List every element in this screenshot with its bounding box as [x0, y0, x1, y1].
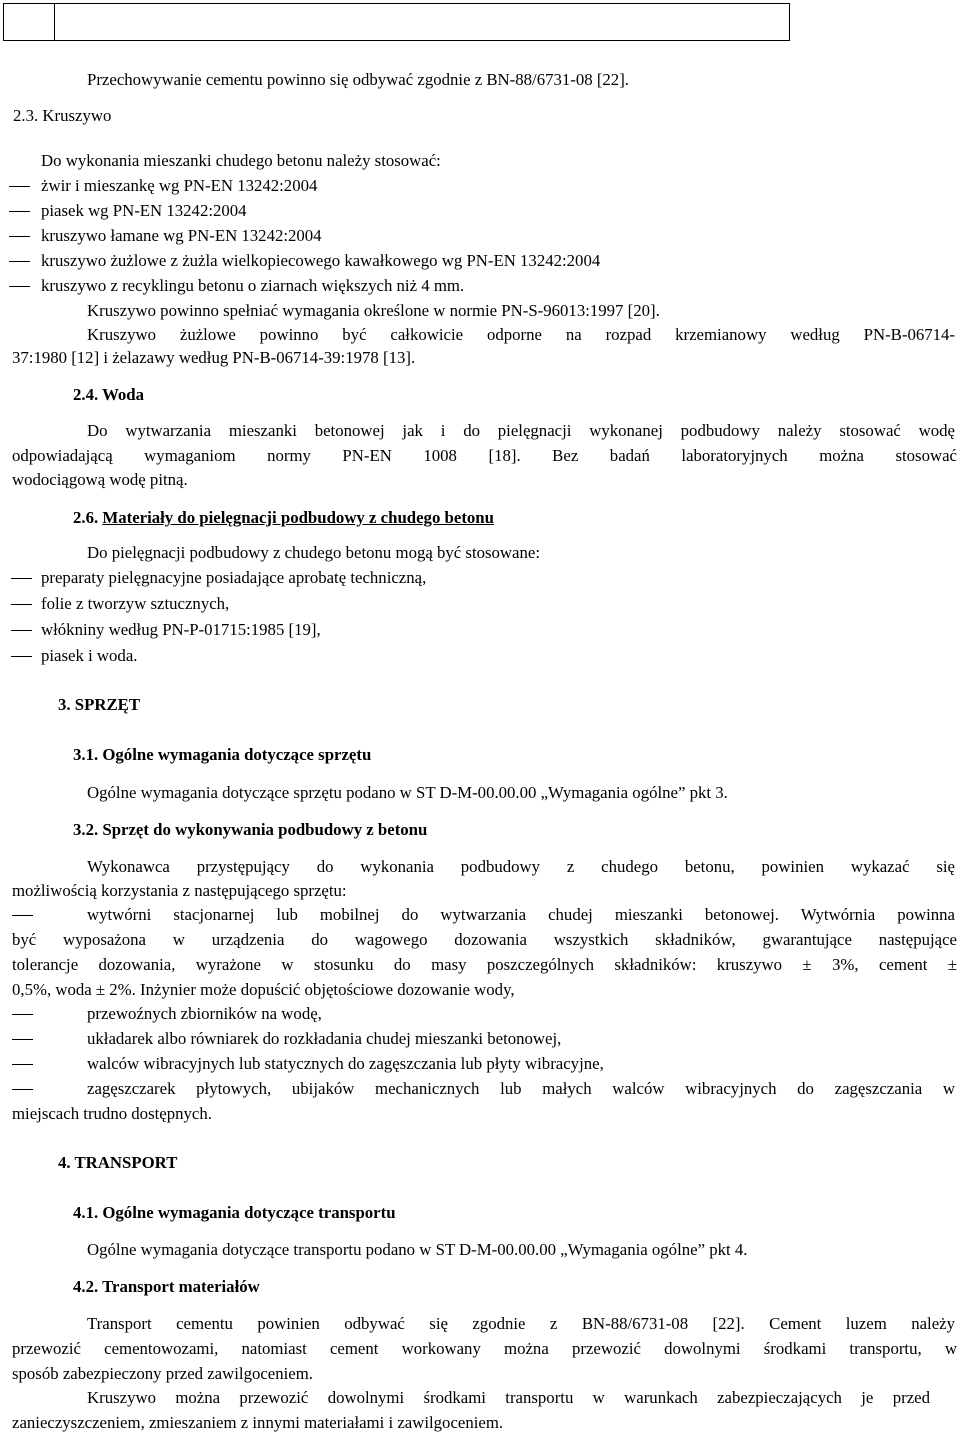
curing-list-item: preparaty pielęgnacyjne posiadające aprobatę techniczną, — [41, 568, 427, 587]
aggregate-list-item: kruszywo łamane wg PN-EN 13242:2004 — [41, 226, 322, 245]
equipment-list-item: przewoźnych zbiorników na wodę, — [87, 1004, 322, 1023]
dash-bullet — [12, 1064, 33, 1065]
slag-paragraph-line: 37:1980 [12] i żelazawy według PN-B-06714-39:1978 [13]. — [12, 348, 416, 367]
section-number: 2.6. — [73, 508, 99, 527]
dash-bullet — [9, 236, 30, 237]
dash-bullet — [11, 604, 32, 605]
section-heading-2-6 — [73, 510, 494, 527]
cement-storage-text: Przechowywanie cementu powinno się odbywać zgodnie z BN-88/6731-08 [22]. — [87, 70, 629, 89]
curing-list-item: włókniny według PN-P-01715:1985 [19], — [41, 620, 321, 639]
dash-bullet — [12, 1089, 33, 1090]
equipment-paragraph-line: 0,5%, woda ± 2%. Inżynier może dopuścić objętościowe dozowanie wody, — [12, 980, 515, 999]
aggregate-list-item: żwir i mieszankę wg PN-EN 13242:2004 — [41, 176, 318, 195]
transport-paragraph-line: sposób zabezpieczony przed zawilgoceniem. — [12, 1364, 313, 1383]
equipment-list-item: zagęszczarek płytowych, ubijaków mechanicznych lub małych walców wibracyjnych do zagęszczania w — [87, 1081, 955, 1098]
section-heading-2-3: 2.3. Kruszywo — [13, 106, 112, 125]
aggregate-list-item: piasek wg PN-EN 13242:2004 — [41, 201, 247, 220]
aggregate-intro: Do wykonania mieszanki chudego betonu należy stosować: — [41, 151, 441, 170]
dash-bullet — [9, 261, 30, 262]
aggregate-list-item: kruszywo z recyklingu betonu o ziarnach większych niż 4 mm. — [41, 276, 465, 295]
equipment-general-text: Ogólne wymagania dotyczące sprzętu podano w ST D-M-00.00.00 „Wymagania ogólne” pkt 3. — [87, 783, 728, 802]
equipment-paragraph-line: Wykonawca przystępujący do wykonania podbudowy z chudego betonu, powinien wykazać się — [87, 859, 955, 876]
dash-bullet — [12, 1039, 33, 1040]
dash-bullet — [9, 186, 30, 187]
curing-list-item: folie z tworzyw sztucznych, — [41, 594, 230, 613]
water-paragraph-line: odpowiadającą wymaganiom normy PN-EN 1008 [18]. Bez badań laboratoryjnych można stosować — [12, 448, 957, 465]
equipment-paragraph-line: możliwością korzystania z następującego sprzętu: — [12, 881, 347, 900]
transport-paragraph-line: zanieczyszczeniem, zmieszaniem z innymi materiałami i zawilgoceniem. — [12, 1413, 504, 1432]
aggregate-list-item: kruszywo żużlowe z żużla wielkopiecowego kawałkowego wg PN-EN 13242:2004 — [41, 251, 601, 270]
equipment-list-item: wytwórni stacjonarnej lub mobilnej do wytwarzania chudej mieszanki betonowej. Wytwórnia powinna — [87, 907, 955, 924]
section-title: Materiały do pielęgnacji podbudowy z chudego betonu — [102, 508, 494, 527]
dash-bullet — [12, 915, 33, 916]
equipment-paragraph-line: być wyposażona w urządzenia do wagowego dozowania wszystkich składników, gwarantujące następujące — [12, 932, 957, 949]
dash-bullet — [11, 578, 32, 579]
equipment-list-item: walców wibracyjnych lub statycznych do zagęszczania lub płyty wibracyjne, — [87, 1054, 604, 1073]
transport-general-text: Ogólne wymagania dotyczące transportu podano w ST D-M-00.00.00 „Wymagania ogólne” pkt 4. — [87, 1240, 748, 1259]
section-heading-3: 3. SPRZĘT — [58, 695, 141, 714]
section-heading-4: 4. TRANSPORT — [58, 1153, 178, 1172]
water-paragraph-line: wodociągową wodę pitną. — [12, 470, 188, 489]
header-cell-left — [3, 3, 55, 41]
aggregate-requirement: Kruszywo powinno spełniać wymagania określone w normie PN-S-96013:1997 [20]. — [87, 301, 660, 320]
section-heading-2-4: 2.4. Woda — [73, 385, 145, 404]
curing-list-item: piasek i woda. — [41, 646, 138, 665]
equipment-list-item: układarek albo równiarek do rozkładania chudej mieszanki betonowej, — [87, 1029, 562, 1048]
dash-bullet — [9, 211, 30, 212]
section-heading-4-2: 4.2. Transport materiałów — [73, 1277, 260, 1296]
dash-bullet — [11, 656, 32, 657]
water-paragraph-line: Do wytwarzania mieszanki betonowej jak i do pielęgnacji wykonanej podbudowy należy stosować wodę — [87, 423, 955, 440]
dash-bullet — [11, 630, 32, 631]
equipment-paragraph-line: tolerancje dozowania, wyrażone w stosunku do masy poszczególnych składników: kruszywo ± 3%, cement ± — [12, 957, 957, 974]
transport-paragraph-line: Kruszywo można przewozić dowolnymi środkami transportu w warunkach zabezpieczających je przed — [87, 1390, 930, 1407]
section-heading-3-2: 3.2. Sprzęt do wykonywania podbudowy z betonu — [73, 820, 428, 839]
header-cell-right — [54, 3, 790, 41]
dash-bullet — [9, 286, 30, 287]
transport-paragraph-line: przewozić cementowozami, natomiast cement workowany można przewozić dowolnymi środkami transportu, w — [12, 1341, 957, 1358]
transport-paragraph-line: Transport cementu powinien odbywać się zgodnie z BN-88/6731-08 [22]. Cement luzem należy — [87, 1316, 955, 1333]
equipment-paragraph-line: miejscach trudno dostępnych. — [12, 1104, 212, 1123]
dash-bullet — [12, 1014, 33, 1015]
section-heading-4-1: 4.1. Ogólne wymagania dotyczące transportu — [73, 1203, 396, 1222]
section-heading-3-1: 3.1. Ogólne wymagania dotyczące sprzętu — [73, 745, 372, 764]
curing-intro: Do pielęgnacji podbudowy z chudego betonu mogą być stosowane: — [87, 543, 540, 562]
slag-paragraph-line: Kruszywo żużlowe powinno być całkowicie odporne na rozpad krzemianowy według PN-B-06714- — [87, 327, 955, 344]
